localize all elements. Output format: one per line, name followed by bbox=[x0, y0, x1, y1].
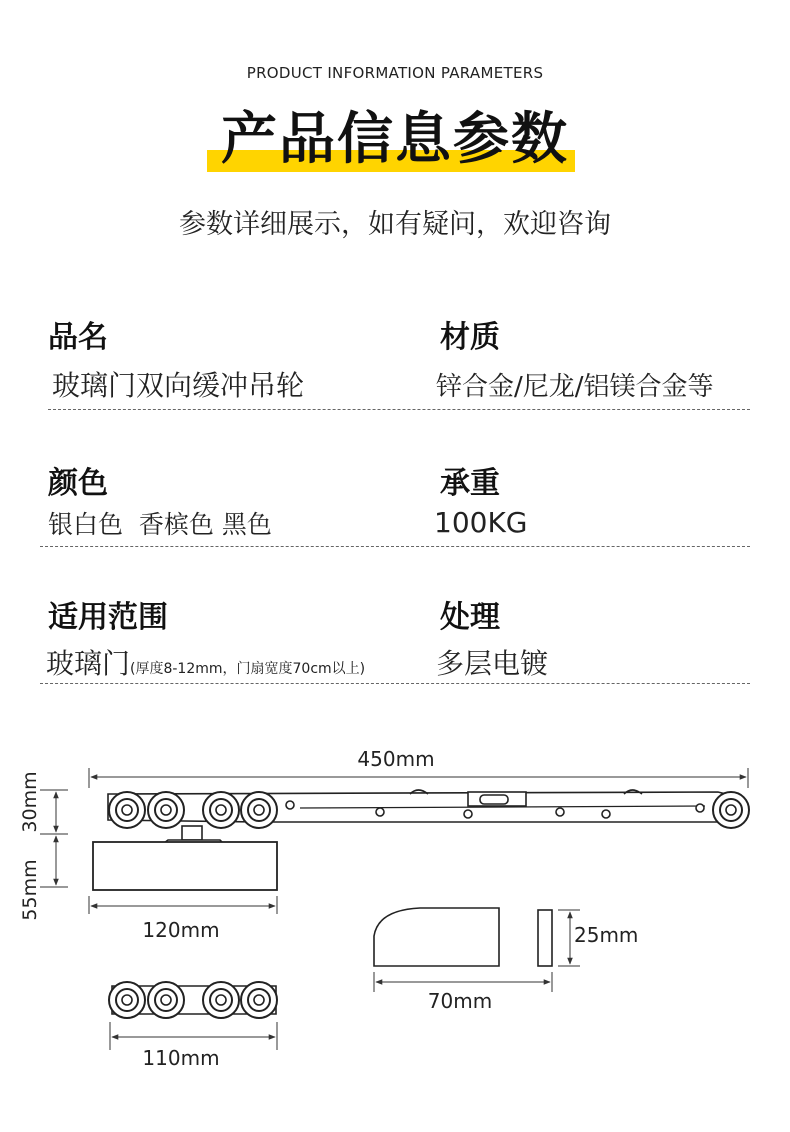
clamp-box bbox=[93, 842, 277, 890]
spec-label-scope: 适用范围 bbox=[48, 600, 168, 635]
page-title-text: 产品信息参数 bbox=[221, 107, 569, 172]
box-width-label: 120mm bbox=[142, 918, 220, 942]
divider bbox=[40, 683, 750, 684]
stopper-height-label: 25mm bbox=[574, 923, 639, 947]
spec-label-color: 颜色 bbox=[48, 466, 108, 501]
track-rail bbox=[108, 790, 734, 822]
title-block bbox=[0, 104, 790, 176]
spec-value-finish: 多层电镀 bbox=[436, 647, 549, 680]
divider bbox=[48, 409, 750, 410]
intro-text: 参数详细展示，如有疑问，欢迎咨询 bbox=[179, 209, 611, 240]
spec-value-scope-main: 玻璃门 bbox=[46, 647, 131, 680]
spec-value-load: 100KG bbox=[434, 506, 528, 539]
spec-label-name: 品名 bbox=[48, 320, 108, 355]
divider bbox=[40, 546, 750, 547]
roller-assembly bbox=[109, 982, 277, 1018]
roller-width-label: 110mm bbox=[142, 1046, 220, 1070]
stopper-profile bbox=[374, 908, 552, 966]
wheel-height-dimension bbox=[19, 771, 68, 834]
wheel-height-label: 30mm bbox=[19, 771, 41, 833]
stopper-width-label: 70mm bbox=[427, 989, 493, 1013]
spec-value-name: 玻璃门双向缓冲吊轮 bbox=[52, 369, 305, 402]
roller-width-dimension bbox=[110, 1022, 277, 1070]
box-height-dimension bbox=[19, 836, 68, 921]
spec-value-material: 锌合金/尼龙/铝镁合金等 bbox=[436, 372, 714, 402]
track-length-label: 450mm bbox=[357, 747, 435, 771]
spec-value-scope bbox=[46, 642, 365, 682]
stopper-width-dimension bbox=[374, 972, 552, 1013]
subtitle-en: PRODUCT INFORMATION PARAMETERS bbox=[246, 64, 544, 82]
track-length-dimension bbox=[89, 747, 748, 788]
spec-value-color: 银白色 香槟色 黑色 bbox=[48, 510, 272, 539]
box-width-dimension bbox=[89, 896, 277, 942]
box-height-label: 55mm bbox=[19, 859, 41, 921]
spec-value-scope-note: (厚度8-12mm，门扇宽度70cm以上) bbox=[130, 661, 366, 677]
spec-label-load: 承重 bbox=[440, 466, 500, 501]
spec-label-finish: 处理 bbox=[440, 600, 500, 635]
dimension-drawing bbox=[0, 730, 790, 1130]
spec-label-material: 材质 bbox=[440, 320, 500, 355]
page-title bbox=[221, 104, 569, 176]
stopper-height-dimension bbox=[558, 910, 638, 966]
